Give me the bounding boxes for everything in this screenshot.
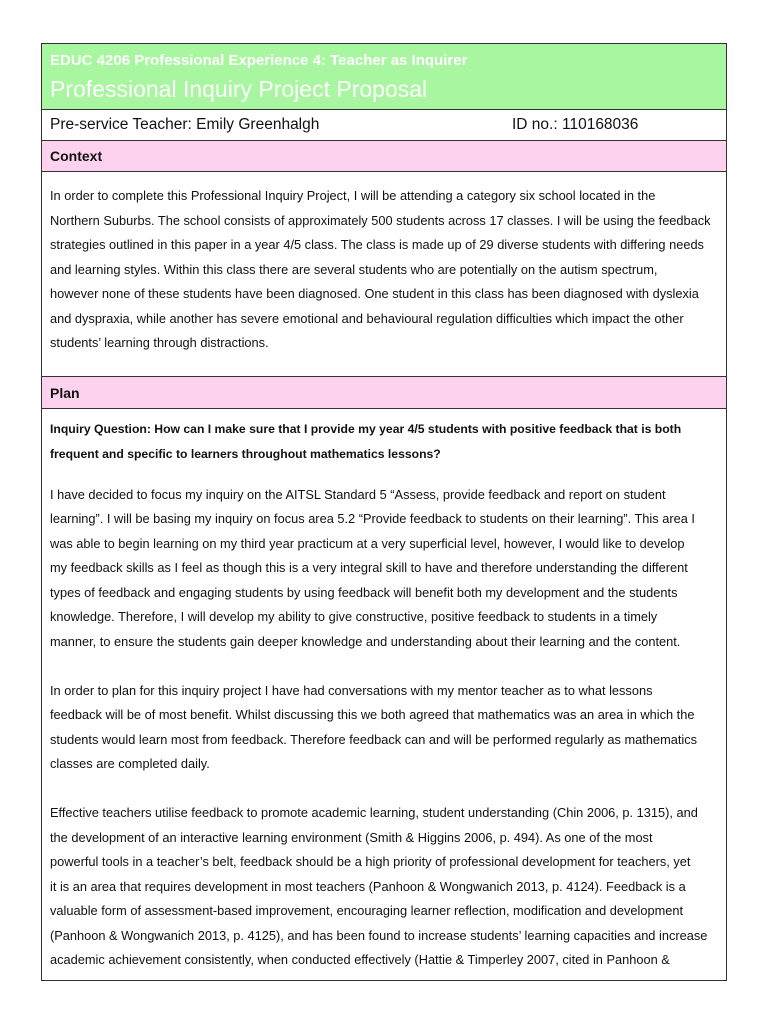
text-line: manner, to ensure the students gain deeper knowledge and understanding about their learning and the content.: [50, 633, 681, 649]
section-heading-plan: [42, 377, 726, 409]
text-line: classes are completed daily.: [50, 756, 210, 771]
pre-service-teacher-field: [50, 116, 512, 134]
plan-paragraph: [50, 483, 718, 655]
form-header: [42, 44, 726, 110]
text-line: the development of an interactive learning environment (Smith & Higgins 2006, p. 494). As one of the most: [50, 829, 653, 845]
text-line: In order to complete this Professional Inquiry Project, I will be attending a category six school located in the: [50, 188, 656, 203]
context-body: [42, 172, 726, 377]
course-title: EDUC 4206 Professional Experience 4: Teacher as Inquirer: [50, 52, 468, 69]
text-line: feedback will be of most benefit. Whilst discussing this we both agreed that mathematics was an area in which the: [50, 707, 695, 722]
text-line: it is an area that requires development in most teachers (Panhoon & Wongwanich 2013, p. 4124). Feedback is a: [50, 878, 686, 894]
section-heading-context: [42, 141, 726, 172]
text-line: learning”. I will be basing my inquiry on focus area 5.2 “Provide feedback to students on their learning”. This area I: [50, 511, 695, 526]
text-line: was able to begin learning on my third year practicum at a very superficial level, however, I would like to develop: [50, 535, 685, 551]
text-line: Northern Suburbs. The school consists of approximately 500 students across 17 classes. I will be using the feedback: [50, 212, 711, 228]
text-line: and dyspraxia, while another has severe emotional and behavioural regulation difficulties which impact the other: [50, 310, 684, 326]
text-line: students’ learning through distractions.: [50, 335, 269, 350]
plan-paragraph: [50, 679, 718, 777]
pre-service-teacher-name: Emily Greenhalgh: [196, 116, 320, 133]
plan-paragraph: [50, 801, 718, 973]
text-line: In order to plan for this inquiry project I have had conversations with my mentor teacher as to what lessons: [50, 682, 653, 698]
id-number: 110168036: [561, 116, 639, 133]
text-line: my feedback skills as I feel as though this is a very integral skill to have and therefore understanding the different: [50, 560, 688, 575]
student-details-row: [42, 110, 726, 141]
pre-service-teacher-label: Pre-service Teacher:: [50, 116, 192, 133]
text-line: Effective teachers utilise feedback to promote academic learning, student understanding (Chin 2006, p. 1315), and: [50, 805, 698, 820]
text-line: valuable form of assessment-based improvement, encouraging learner reflection, modification and development: [50, 903, 684, 918]
plan-body: [42, 409, 726, 980]
text-line: types of feedback and engaging students by using feedback will benefit both my development and the students: [50, 584, 678, 600]
text-line: strategies outlined in this paper in a year 4/5 class. The class is made up of 29 diverse students with differing needs: [50, 237, 704, 252]
text-line: academic achievement consistently, when conducted effectively (Hattie & Timperley 2007, cited in Panhoon &: [50, 952, 670, 967]
text-line: (Panhoon & Wongwanich 2013, p. 4125), and has been found to increase students’ learning capacities and increase: [50, 927, 708, 943]
text-line: I have decided to focus my inquiry on the AITSL Standard 5 “Assess, provide feedback and report on student: [50, 486, 666, 502]
section-heading-label: Context: [50, 148, 103, 164]
text-line: powerful tools in a teacher’s belt, feedback should be a high priority of professional development for teachers, yet: [50, 854, 691, 869]
text-line: and learning styles. Within this class there are several students who are potentially on the autism spectrum,: [50, 261, 658, 277]
text-line: frequent and specific to learners throughout mathematics lessons?: [50, 446, 441, 461]
student-id-field: [512, 116, 638, 134]
text-line: however none of these students have been diagnosed. One student in this class has been diagnosed with dyslexia: [50, 286, 699, 301]
text-line: Inquiry Question: How can I make sure that I provide my year 4/5 students with positive feedback that is both: [50, 422, 682, 436]
id-label: ID no.:: [512, 116, 558, 133]
inquiry-question: [50, 417, 718, 466]
context-paragraph: [50, 184, 718, 356]
proposal-form: [41, 43, 727, 981]
document-title: Professional Inquiry Project Proposal: [50, 76, 428, 102]
section-heading-label: Plan: [50, 384, 80, 401]
text-line: students would learn most from feedback. Therefore feedback can and will be performed regularly as mathematics: [50, 731, 698, 747]
text-line: knowledge. Therefore, I will develop my ability to give constructive, positive feedback to students in a timely: [50, 609, 658, 624]
